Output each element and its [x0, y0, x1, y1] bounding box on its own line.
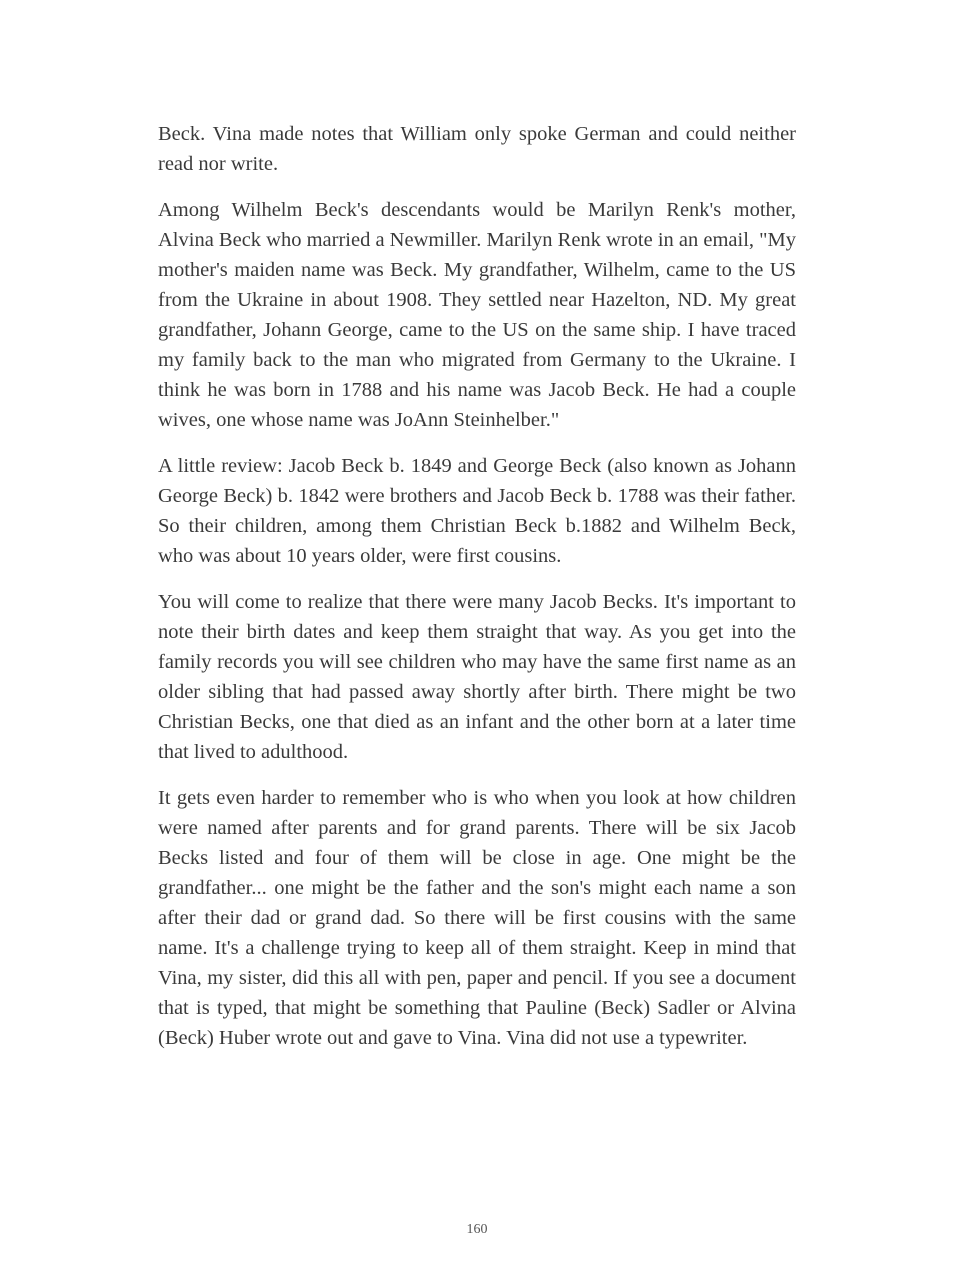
page-number: 160 [466, 1222, 488, 1237]
page-body [158, 119, 796, 1069]
paragraph-2: Among Wilhelm Beck's descendants would be Marilyn Renk's mother, Alvina Beck who married a Newmiller. Marilyn Renk wrote in an email, "My mother's maiden name was Beck. My grandfather, Wilhelm, came to the US from the Ukraine in about 1908. They settled near Hazelton, ND. My great grandfather, Johann George, came to the US on the same ship. I have traced my family back to the man who migrated from Germany to the Ukraine. I think he was born in 1788 and his name was Jacob Beck. He had a couple wives, one whose name was JoAnn Steinhelber." [158, 199, 797, 431]
paragraph-3: A little review: Jacob Beck b. 1849 and George Beck (also known as Johann George Beck) b. 1842 were brothers and Jacob Beck b. 1788 was their father. So their children, among them Christian Beck b.1882 and Wilhelm Beck, who was about 10 years older, were first cousins. [158, 455, 796, 567]
paragraph-4: You will come to realize that there were many Jacob Becks. It's important to note their birth dates and keep them straight that way. As you get into the family records you will see children who may have the same first name as an older sibling that had passed away shortly after birth. There might be two Christian Becks, one that died as an infant and the other born at a later time that lived to adulthood. [158, 591, 796, 763]
paragraph-1: Beck. Vina made notes that William only spoke German and could neither read nor write. [158, 123, 796, 175]
paragraph-5: It gets even harder to remember who is who when you look at how children were named after parents and for grand parents. There will be six Jacob Becks listed and four of them will be close in age. One might be the grandfather... one might be the father and the son's might each name a son after their dad or grand dad. So there will be first cousins with the same name. It's a challenge trying to keep all of them straight. Keep in mind that Vina, my sister, did this all with pen, paper and pencil. If you see a document that is typed, that might be something that Pauline (Beck) Sadler or Alvina (Beck) Huber wrote out and gave to Vina. Vina did not use a typewriter. [158, 787, 796, 1049]
